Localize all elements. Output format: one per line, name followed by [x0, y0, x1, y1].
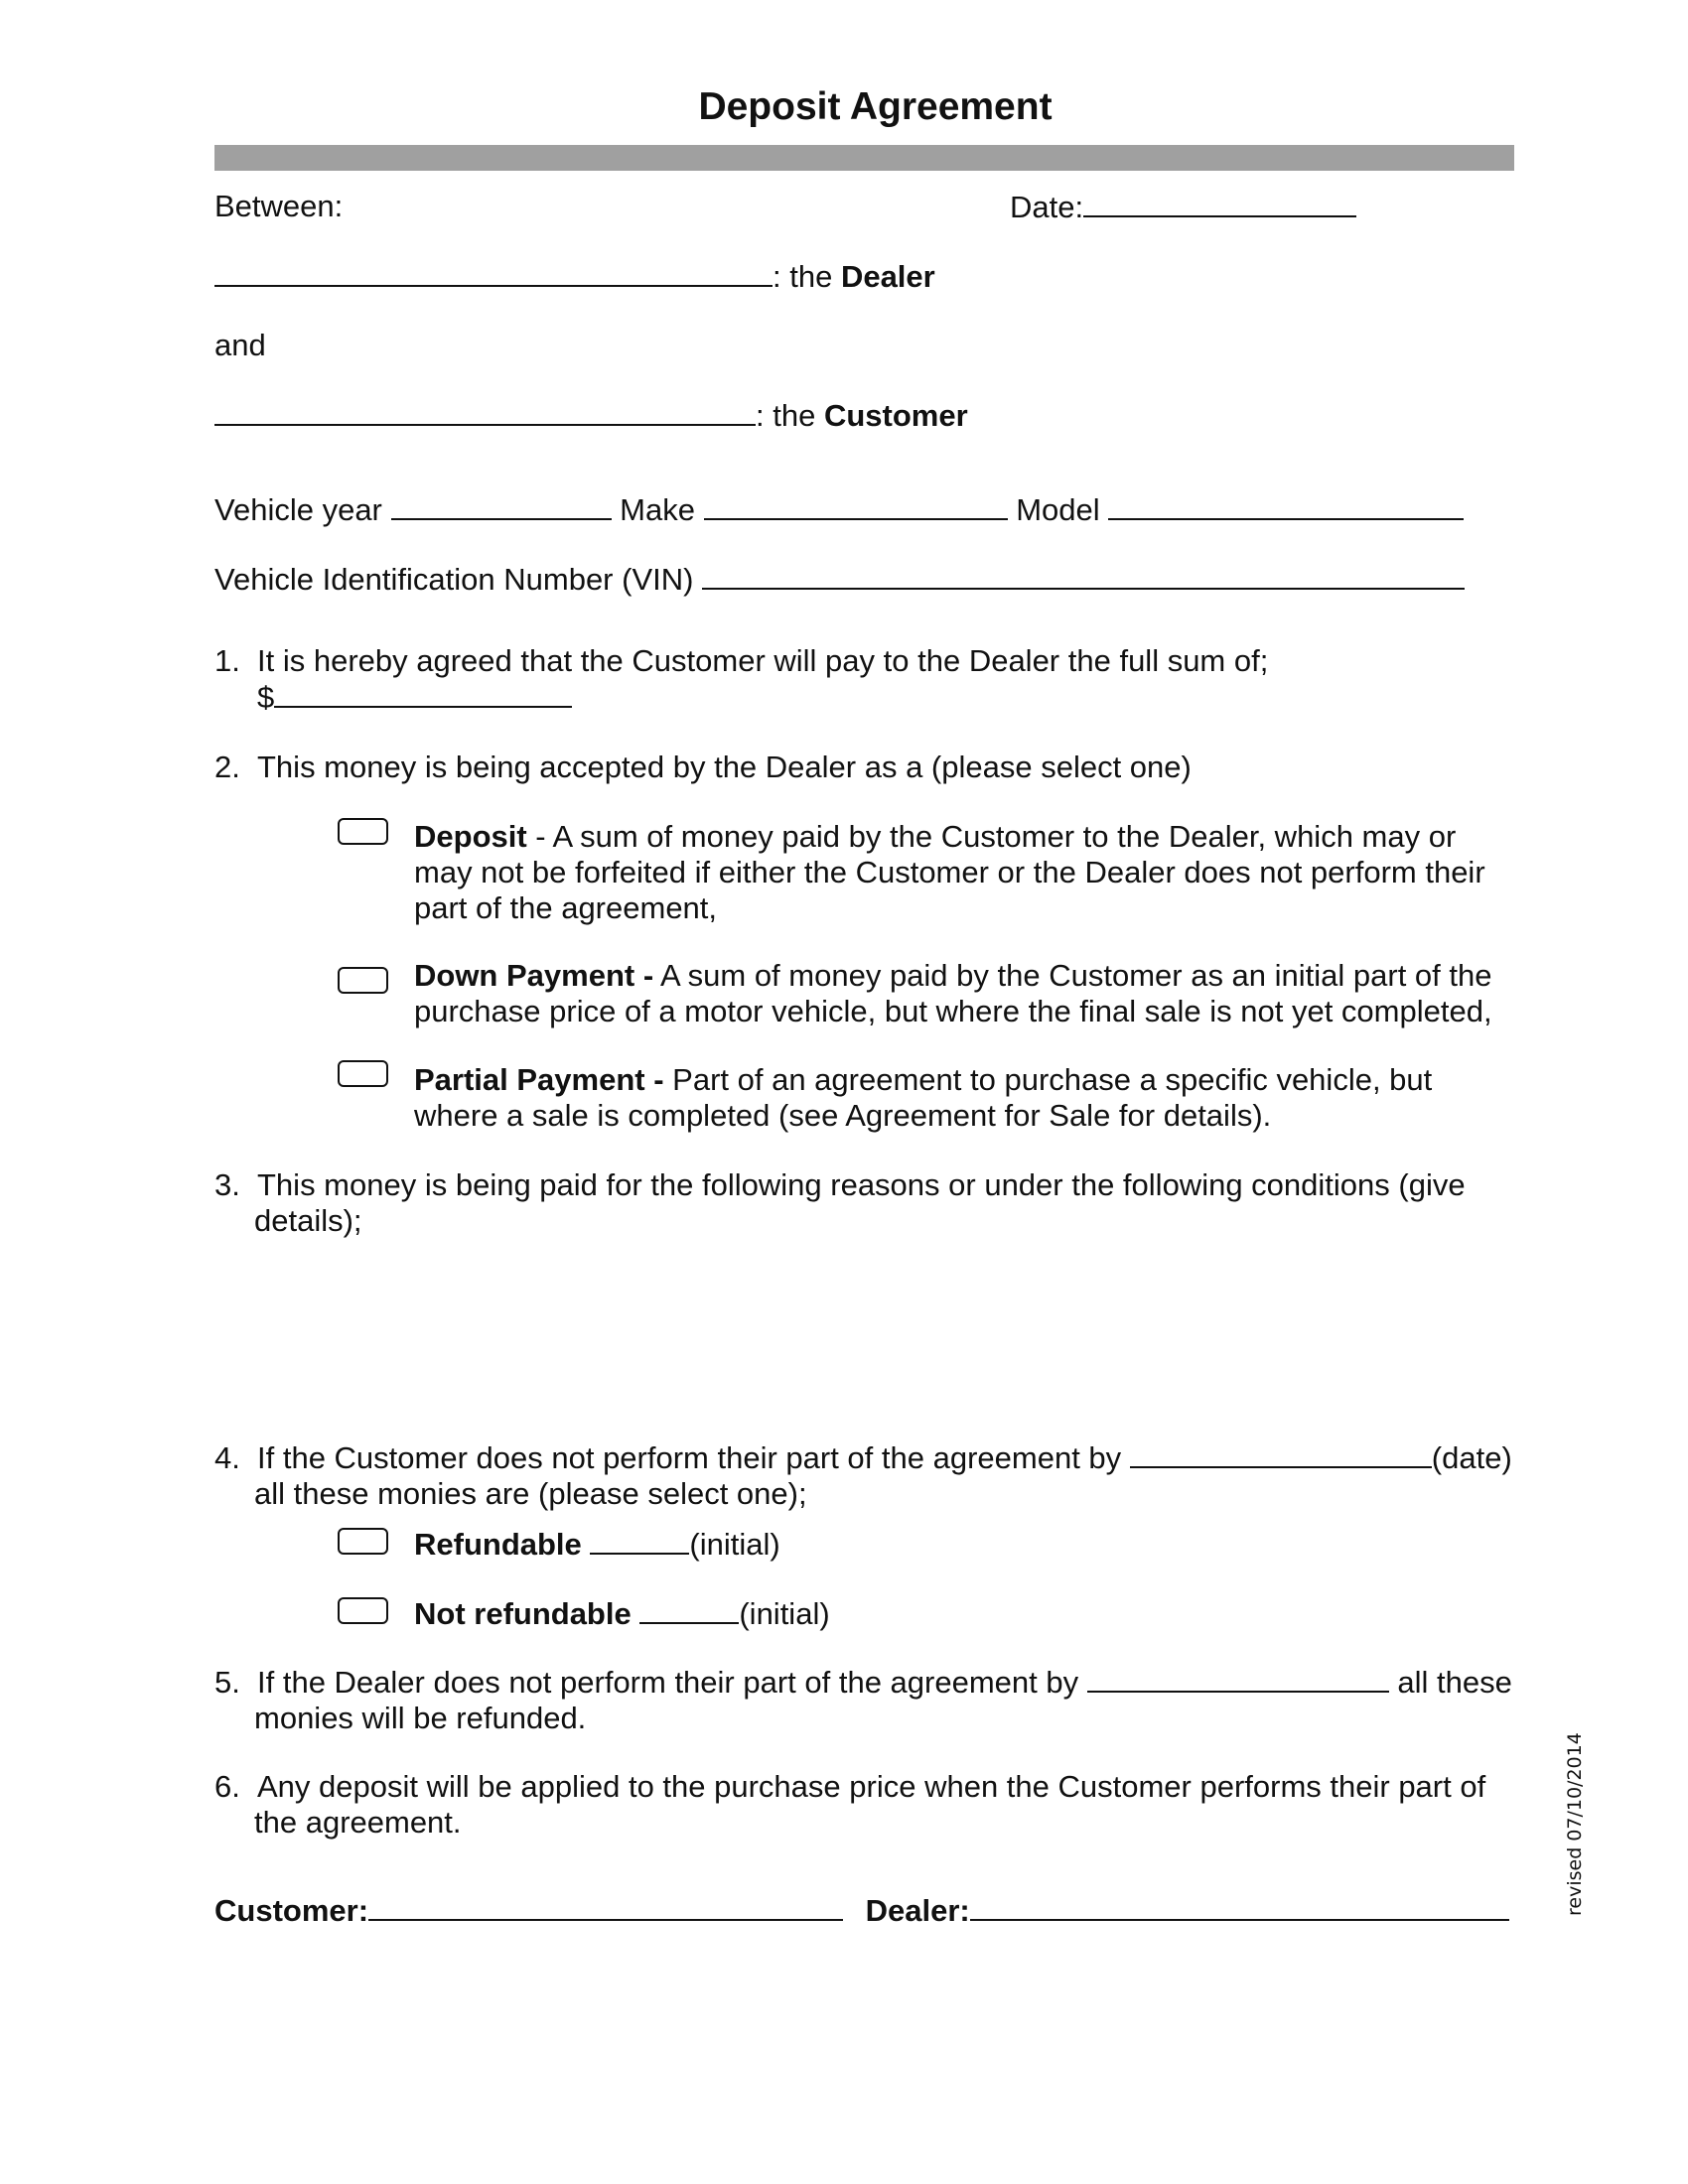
down-payment-option	[414, 958, 1492, 1029]
item-6-number: 6.	[214, 1769, 240, 1804]
dealer-label: Dealer	[840, 259, 935, 294]
item-3-number: 3.	[214, 1167, 240, 1202]
down-payment-label: Down Payment -	[414, 958, 654, 993]
down-payment-line-1: A sum of money paid by the Customer as an initial part of the	[653, 958, 1492, 993]
item-4-line-1a: If the Customer does not perform their part of the agreement by	[257, 1440, 1122, 1475]
date-row	[1010, 189, 1356, 225]
conditions-details-area[interactable]	[254, 1246, 1505, 1415]
signature-row	[214, 1892, 1509, 1929]
customer-name-field[interactable]	[214, 397, 756, 426]
full-sum-field[interactable]	[274, 679, 572, 708]
dealer-signature-label: Dealer:	[865, 1893, 970, 1928]
item-4	[214, 1439, 1512, 1512]
deposit-line-3: part of the agreement,	[414, 890, 718, 925]
refundable-initial-field[interactable]	[590, 1526, 689, 1555]
customer-signature-field[interactable]	[368, 1892, 843, 1921]
header-divider-bar	[214, 145, 1514, 171]
item-6	[214, 1769, 1485, 1841]
deposit-line-1: A sum of money paid by the Customer to the Dealer, which may or	[552, 819, 1457, 854]
deposit-label: Deposit	[414, 819, 527, 854]
not-refundable-checkbox[interactable]	[338, 1597, 388, 1624]
refundable-checkbox[interactable]	[338, 1528, 388, 1555]
item-2-text: This money is being accepted by the Dealer as a (please select one)	[257, 750, 1192, 784]
item-3	[214, 1167, 1466, 1239]
dealer-signature-field[interactable]	[970, 1892, 1509, 1921]
partial-payment-option	[414, 1062, 1432, 1134]
vehicle-year-label: Vehicle year	[214, 492, 382, 527]
model-field[interactable]	[1108, 491, 1464, 520]
deposit-checkbox[interactable]	[338, 818, 388, 845]
vin-label: Vehicle Identification Number (VIN)	[214, 562, 694, 597]
customer-signature-label: Customer:	[214, 1893, 369, 1928]
page-title: Deposit Agreement	[698, 85, 1053, 128]
dealer-name-field[interactable]	[214, 258, 773, 287]
down-payment-checkbox[interactable]	[338, 967, 388, 994]
deposit-option	[414, 819, 1485, 926]
item-1	[214, 643, 1268, 716]
down-payment-line-2: purchase price of a motor vehicle, but where the final sale is not yet completed,	[414, 994, 1492, 1028]
revision-note: revised 07/10/2014	[1564, 1732, 1586, 1916]
item-4-line-2: all these monies are (please select one);	[254, 1476, 807, 1511]
deposit-separator: -	[526, 819, 553, 854]
not-refundable-option	[414, 1595, 830, 1632]
not-refundable-initial-label: (initial)	[739, 1596, 830, 1631]
refundable-initial-label: (initial)	[689, 1527, 780, 1562]
item-3-line-2: details);	[254, 1203, 362, 1238]
not-refundable-label: Not refundable	[414, 1596, 632, 1631]
item-2	[214, 750, 1192, 785]
make-label: Make	[620, 492, 695, 527]
item-4-number: 4.	[214, 1440, 240, 1475]
item-2-number: 2.	[214, 750, 240, 784]
and-label: and	[214, 328, 266, 362]
customer-suffix: : the	[756, 398, 824, 433]
customer-label: Customer	[823, 398, 968, 433]
between-label: Between:	[214, 189, 344, 223]
partial-payment-label: Partial Payment -	[414, 1062, 664, 1097]
vin-row	[214, 561, 1465, 598]
vehicle-year-field[interactable]	[391, 491, 612, 520]
model-label: Model	[1016, 492, 1100, 527]
dealer-deadline-field[interactable]	[1087, 1664, 1389, 1693]
refundable-option	[414, 1526, 780, 1563]
partial-payment-checkbox[interactable]	[338, 1060, 388, 1087]
item-5-line-2: monies will be refunded.	[254, 1701, 587, 1735]
date-label: Date:	[1010, 190, 1084, 224]
item-5-line-1b: all these	[1397, 1665, 1512, 1700]
item-5-number: 5.	[214, 1665, 240, 1700]
partial-payment-line-2: where a sale is completed (see Agreement for Sale for details).	[414, 1098, 1272, 1133]
make-field[interactable]	[704, 491, 1008, 520]
item-1-number: 1.	[214, 643, 240, 678]
dealer-party-row	[214, 258, 935, 295]
item-6-line-2: the agreement.	[254, 1805, 462, 1840]
refundable-label: Refundable	[414, 1527, 582, 1562]
dealer-suffix: : the	[773, 259, 841, 294]
not-refundable-initial-field[interactable]	[639, 1595, 739, 1624]
vehicle-row	[214, 491, 1464, 528]
item-5	[214, 1664, 1512, 1736]
currency-symbol: $	[257, 680, 275, 715]
item-4-line-1b: (date)	[1431, 1440, 1512, 1475]
customer-deadline-field[interactable]	[1130, 1439, 1432, 1468]
item-5-line-1a: If the Dealer does not perform their part of the agreement by	[257, 1665, 1079, 1700]
item-1-text: It is hereby agreed that the Customer will pay to the Dealer the full sum of;	[257, 643, 1269, 678]
deposit-line-2: may not be forfeited if either the Customer or the Dealer does not perform their	[414, 855, 1485, 889]
date-field[interactable]	[1083, 189, 1356, 217]
item-3-line-1: This money is being paid for the following reasons or under the following conditions (give	[257, 1167, 1466, 1202]
vin-field[interactable]	[702, 561, 1465, 590]
customer-party-row	[214, 397, 968, 434]
item-6-line-1: Any deposit will be applied to the purchase price when the Customer performs their part of	[257, 1769, 1486, 1804]
partial-payment-line-1: Part of an agreement to purchase a specific vehicle, but	[663, 1062, 1433, 1097]
